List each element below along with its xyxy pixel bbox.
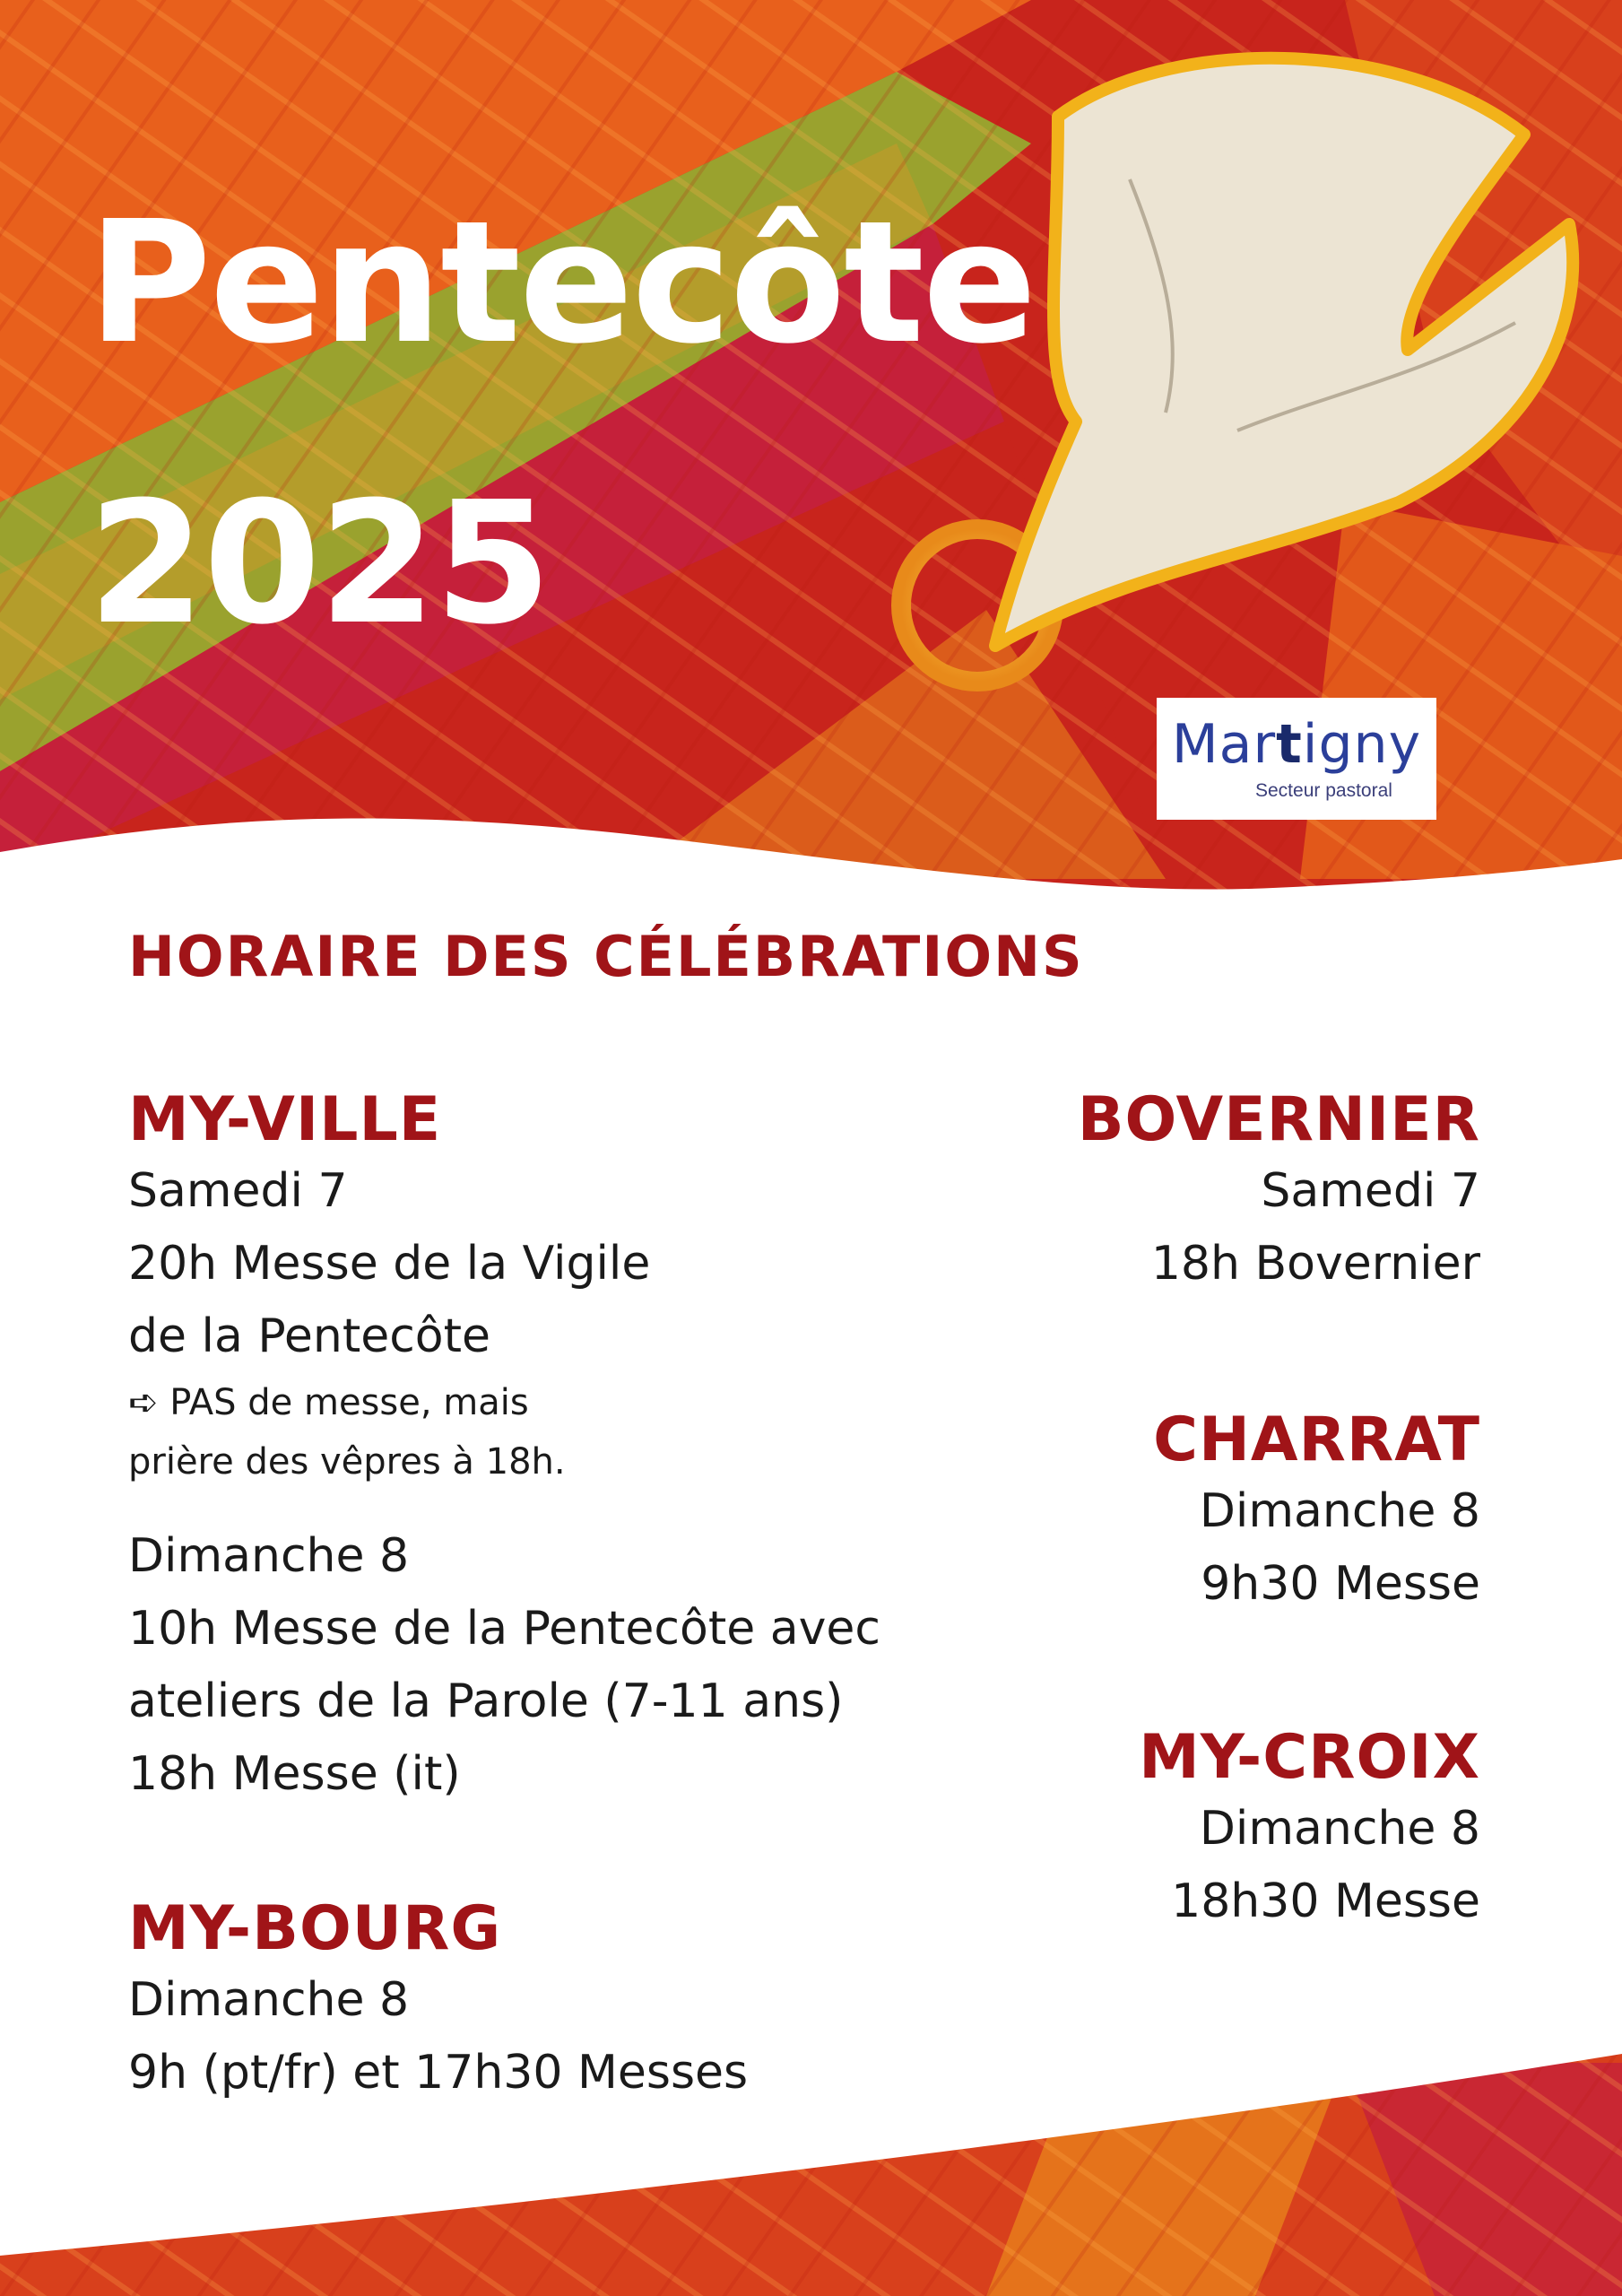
schedule-line: 20h Messe de la Vigile xyxy=(128,1237,651,1292)
schedule-note: prière des vêpres à 18h. xyxy=(128,1441,566,1483)
schedule-day: Dimanche 8 xyxy=(128,1973,410,2028)
parish-my-croix xyxy=(1139,1723,1480,1938)
schedule-heading: HORAIRE DES CÉLÉBRATIONS xyxy=(128,924,1084,989)
schedule-note: ➪ PAS de messe, mais xyxy=(128,1382,529,1424)
parish-name: BOVERNIER xyxy=(1077,1084,1480,1155)
schedule-day: Dimanche 8 xyxy=(128,1529,410,1584)
schedule-day: Samedi 7 xyxy=(128,1164,348,1219)
cross-icon: t xyxy=(1276,713,1303,776)
logo-subtitle: Secteur pastoral xyxy=(1255,780,1392,801)
parish-name: MY-CROIX xyxy=(1139,1722,1480,1793)
schedule-line: 18h Bovernier xyxy=(1150,1237,1480,1292)
schedule-line: 9h30 Messe xyxy=(1201,1557,1480,1612)
parish-name: MY-BOURG xyxy=(128,1893,502,1964)
schedule-day: Samedi 7 xyxy=(1261,1164,1480,1219)
parish-bovernier xyxy=(1078,1085,1480,1300)
page-title-year: 2025 xyxy=(88,465,551,662)
parish-name: CHARRAT xyxy=(1153,1405,1480,1475)
parish-my-bourg xyxy=(128,1894,748,2109)
schedule-line: 9h (pt/fr) et 17h30 Messes xyxy=(128,2046,749,2100)
schedule-line: 18h Messe (it) xyxy=(128,1747,461,1802)
schedule-line: 10h Messe de la Pentecôte avec xyxy=(128,1602,880,1657)
parish-my-ville xyxy=(128,1085,880,1811)
parish-name: MY-VILLE xyxy=(128,1084,442,1155)
parish-charrat xyxy=(1153,1405,1480,1621)
martigny-logo xyxy=(1157,698,1436,820)
logo-wordmark: Martigny xyxy=(1171,713,1422,776)
schedule-day: Dimanche 8 xyxy=(1199,1484,1480,1539)
schedule-line: ateliers de la Parole (7-11 ans) xyxy=(128,1674,844,1729)
schedule-line: 18h30 Messe xyxy=(1171,1874,1480,1929)
page-title: Pentecôte xyxy=(88,185,1036,381)
schedule-line: de la Pentecôte xyxy=(128,1309,490,1364)
schedule-day: Dimanche 8 xyxy=(1199,1802,1480,1857)
